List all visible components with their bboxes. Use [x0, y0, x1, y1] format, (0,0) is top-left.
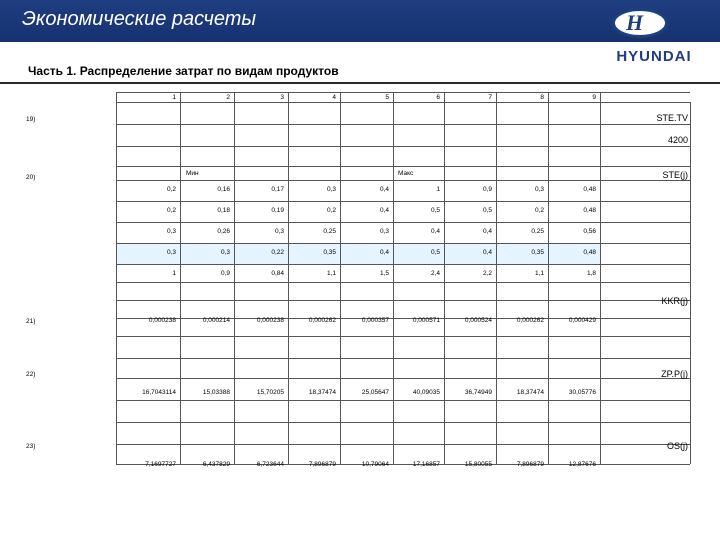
ste-value-cell: 2,2 — [482, 270, 492, 277]
grid-hline — [116, 243, 690, 244]
grid-vline — [180, 92, 181, 464]
ste-value-cell: 0,56 — [583, 228, 596, 235]
os-value-cell: 7,1697727 — [145, 461, 176, 468]
section-number: 20) — [26, 174, 36, 181]
grid-hline — [116, 166, 690, 167]
grid-hline — [116, 222, 690, 223]
column-header: 1 — [172, 94, 176, 101]
os-value-cell: 10,79064 — [361, 461, 389, 468]
subtitle: Часть 1. Распределение затрат по видам продуктов — [28, 64, 339, 78]
ste-value-cell: 0,4 — [379, 249, 389, 256]
kkr-value-cell: 0,000571 — [412, 317, 440, 324]
ste-value-cell: 0,4 — [379, 207, 389, 214]
grid-vline — [496, 92, 497, 464]
os-value-cell: 7,896879 — [308, 461, 336, 468]
ste-value-cell: 1,1 — [326, 270, 336, 277]
column-header: 6 — [436, 94, 440, 101]
zpp-value-cell: 30,05776 — [568, 389, 596, 396]
kkr-value-cell: 0,000238 — [256, 317, 284, 324]
ste-value-cell: 0,3 — [379, 228, 389, 235]
os-value-cell: 17,16857 — [412, 461, 440, 468]
grid-hline — [116, 282, 690, 283]
grid-hline — [116, 336, 690, 337]
section-number: 21) — [26, 318, 36, 325]
ste-value-cell: 2,4 — [430, 270, 440, 277]
column-header: 2 — [226, 94, 230, 101]
ste-j-label: STE(j) — [662, 170, 688, 180]
ste-value-cell: 0,18 — [217, 207, 230, 214]
os-value-cell: 12,87676 — [568, 461, 596, 468]
ste-value-cell: 0,3 — [534, 186, 544, 193]
ste-value-cell: 0,26 — [217, 228, 230, 235]
ste-value-cell: 0,19 — [271, 207, 284, 214]
ste-value-cell: 1 — [172, 270, 176, 277]
ste-value-cell: 1 — [436, 186, 440, 193]
ste-value-cell: 0,48 — [583, 249, 596, 256]
grid-hline — [116, 124, 690, 125]
ste-value-cell: 0,17 — [271, 186, 284, 193]
grid-hline — [116, 180, 690, 181]
os-value-cell: 15,80055 — [464, 461, 492, 468]
kkr-value-cell: 0,000429 — [568, 317, 596, 324]
grid-hline — [116, 400, 690, 401]
ste-value-cell: 0,4 — [379, 186, 389, 193]
zpp-value-cell: 40,09035 — [412, 389, 440, 396]
ste-value-cell: 1,5 — [379, 270, 389, 277]
grid-vline — [288, 92, 289, 464]
ste-tv-value: 4200 — [667, 135, 688, 145]
grid-hline — [116, 358, 690, 359]
ste-value-cell: 0,4 — [430, 228, 440, 235]
hyundai-logo-letter: H — [626, 10, 644, 35]
ste-value-cell: 0,5 — [482, 207, 492, 214]
os-label: OS(j) — [667, 441, 688, 451]
ste-value-cell: 0,48 — [583, 207, 596, 214]
kkr-label: KKR(j) — [661, 296, 688, 306]
ste-value-cell: 0,4 — [482, 249, 492, 256]
grid-hline — [116, 422, 690, 423]
grid-hline — [116, 146, 690, 147]
column-header: 4 — [332, 94, 336, 101]
ste-value-cell: 0,5 — [430, 249, 440, 256]
column-header: 3 — [280, 94, 284, 101]
ste-value-cell: 0,16 — [217, 186, 230, 193]
hyundai-logo-text: HYUNDAI — [616, 48, 692, 65]
grid-hline — [116, 264, 690, 265]
column-header: 7 — [488, 94, 492, 101]
ste-value-cell: 0,35 — [531, 249, 544, 256]
divider — [0, 82, 720, 84]
grid-vline — [600, 92, 601, 464]
os-value-cell: 6,437829 — [202, 461, 230, 468]
ste-value-cell: 0,3 — [166, 228, 176, 235]
ste-value-cell: 0,3 — [220, 249, 230, 256]
grid-vline — [690, 102, 691, 464]
ste-value-cell: 0,25 — [323, 228, 336, 235]
os-value-cell: 7,896879 — [516, 461, 544, 468]
ste-value-cell: 0,35 — [323, 249, 336, 256]
zpp-value-cell: 36,74949 — [464, 389, 492, 396]
grid-hline — [116, 102, 690, 103]
ste-value-cell: 0,5 — [430, 207, 440, 214]
ste-value-cell: 0,2 — [326, 207, 336, 214]
kkr-value-cell: 0,000524 — [464, 317, 492, 324]
kkr-value-cell: 0,000357 — [361, 317, 389, 324]
ste-value-cell: 0,2 — [166, 186, 176, 193]
zpp-value-cell: 25,05647 — [361, 389, 389, 396]
zpp-value-cell: 18,37474 — [516, 389, 544, 396]
ste-value-cell: 0,3 — [326, 186, 336, 193]
grid-vline — [393, 92, 394, 464]
max-label: Макс — [398, 170, 414, 177]
zpp-value-cell: 18,37474 — [308, 389, 336, 396]
section-number: 23) — [26, 443, 36, 450]
ste-value-cell: 0,48 — [583, 186, 596, 193]
zpp-value-cell: 15,70205 — [256, 389, 284, 396]
ste-value-cell: 0,3 — [166, 249, 176, 256]
grid-vline — [234, 92, 235, 464]
grid-vline — [116, 92, 117, 464]
kkr-value-cell: 0,000262 — [516, 317, 544, 324]
ste-value-cell: 0,9 — [482, 186, 492, 193]
grid-vline — [548, 92, 549, 464]
zpp-value-cell: 15,03388 — [202, 389, 230, 396]
column-header: 9 — [592, 94, 596, 101]
column-header: 5 — [385, 94, 389, 101]
grid-vline — [444, 92, 445, 464]
section-number: 22) — [26, 371, 36, 378]
section-number: 19) — [26, 116, 36, 123]
kkr-value-cell: 0,000238 — [148, 317, 176, 324]
ste-value-cell: 0,9 — [220, 270, 230, 277]
grid-hline — [116, 92, 690, 93]
ste-value-cell: 0,2 — [534, 207, 544, 214]
ste-value-cell: 1,8 — [586, 270, 596, 277]
zpp-value-cell: 16,7043114 — [142, 389, 176, 396]
ste-value-cell: 1,1 — [534, 270, 544, 277]
page-title: Экономические расчеты — [22, 8, 257, 30]
ste-value-cell: 0,4 — [482, 228, 492, 235]
zpp-label: ZP.P(j) — [661, 369, 688, 379]
ste-value-cell: 0,22 — [271, 249, 284, 256]
os-value-cell: 6,723644 — [256, 461, 284, 468]
column-header: 8 — [540, 94, 544, 101]
grid-hline — [116, 201, 690, 202]
grid-vline — [340, 92, 341, 464]
ste-value-cell: 0,2 — [166, 207, 176, 214]
ste-tv-label: STE.TV — [656, 113, 688, 123]
min-label: Мин — [186, 170, 199, 177]
kkr-value-cell: 0,000262 — [308, 317, 336, 324]
ste-value-cell: 0,84 — [271, 270, 284, 277]
ste-value-cell: 0,3 — [274, 228, 284, 235]
kkr-value-cell: 0,000214 — [202, 317, 230, 324]
ste-value-cell: 0,25 — [531, 228, 544, 235]
